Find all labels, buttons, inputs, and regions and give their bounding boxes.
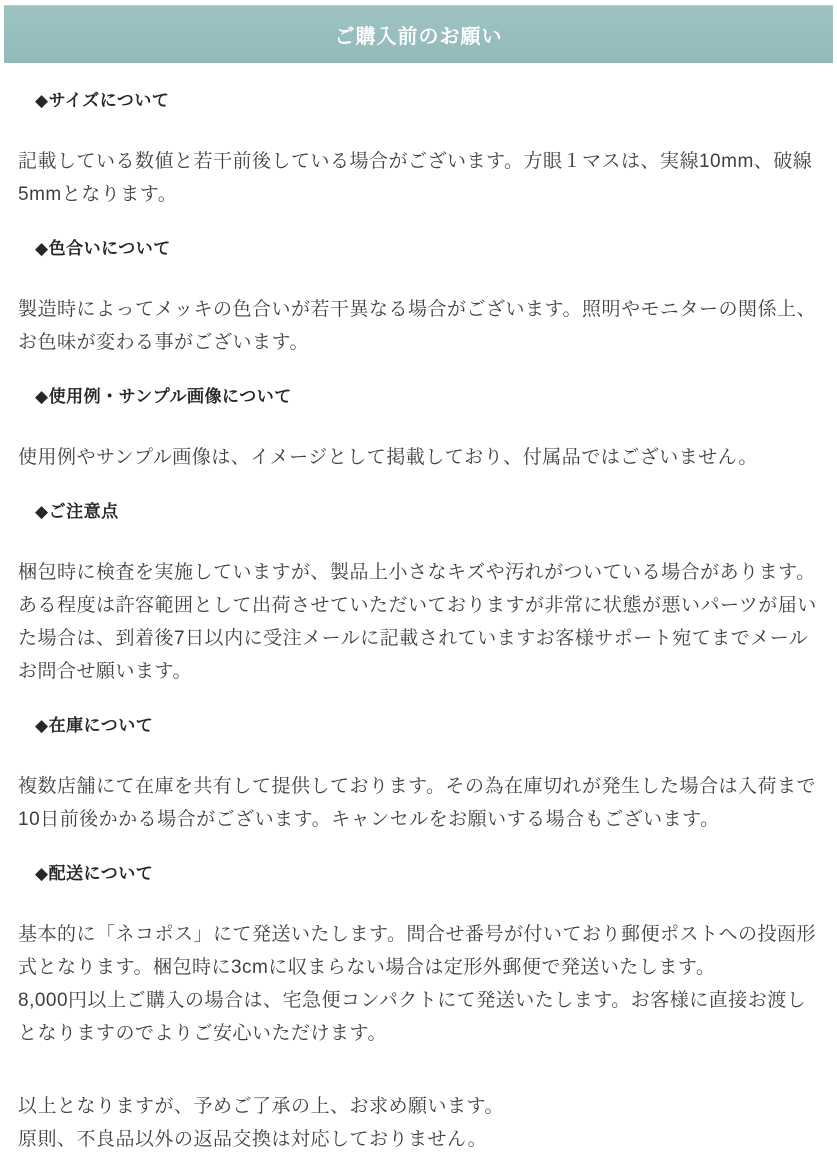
section-shipping [18,864,820,1050]
section-color [18,239,820,359]
closing-note [18,1090,818,1156]
section-stock [18,716,820,836]
section-body-size: 記載している数値と若干前後している場合がございます。方眼１マスは、実線10mm、破線5mmとなります。 [18,151,813,205]
section-body-stock: 複数店舗にて在庫を共有して提供しております。その為在庫切れが発生した場合は入荷まで10日前後かかる場合がございます。キャンセルをお願いする場合もございます。 [18,776,816,830]
section-heading-shipping: ◆配送について [35,864,154,883]
section-body-color: 製造時によってメッキの色合いが若干異なる場合がございます。照明やモニターの関係上、お色味が変わる事がございます。 [18,299,816,353]
section-size [18,91,820,211]
notice-content [0,91,837,1176]
section-heading-sample-images: ◆使用例・サンプル画像について [35,387,292,406]
section-body-sample-images: 使用例やサンプル画像は、イメージとして掲載しており、付属品ではございません。 [18,447,758,468]
section-header-band [4,5,833,63]
section-heading-color: ◆色合いについて [35,239,171,258]
section-body-shipping [18,918,818,1050]
shipping-line-1: 基本的に「ネコポス」にて発送いたします。問合せ番号が付いており郵便ポストへの投函形式となります。梱包時に3cmに収まらない場合は定形外郵便で発送いたします。 [18,924,816,978]
section-sample-images [18,387,820,474]
page-title: ご購入前のお願い [334,26,503,48]
section-body-cautions: 梱包時に検査を実施していますが、製品上小さなキズや汚れがついている場合があります。ある程度は許容範囲として出荷させていただいておりますが非常に状態が悪いパーツが届いた場合は、到着後7日以内に受注メールに記載されていますお客様サポート宛てまでメールお問合せ願います。 [18,562,817,682]
closing-line-2: 原則、不良品以外の返品交換は対応しておりません。 [18,1129,488,1150]
closing-line-1: 以上となりますが、予めご了承の上、お求め願います。 [18,1096,504,1117]
section-heading-stock: ◆在庫について [35,716,154,735]
section-heading-size: ◆サイズについて [35,91,170,110]
shipping-line-2: 8,000円以上ご購入の場合は、宅急便コンパクトにて発送いたします。お客様に直接お渡しとなりますのでよりご安心いただけます。 [18,990,807,1044]
section-cautions [18,502,820,688]
section-heading-cautions: ◆ご注意点 [35,502,119,521]
